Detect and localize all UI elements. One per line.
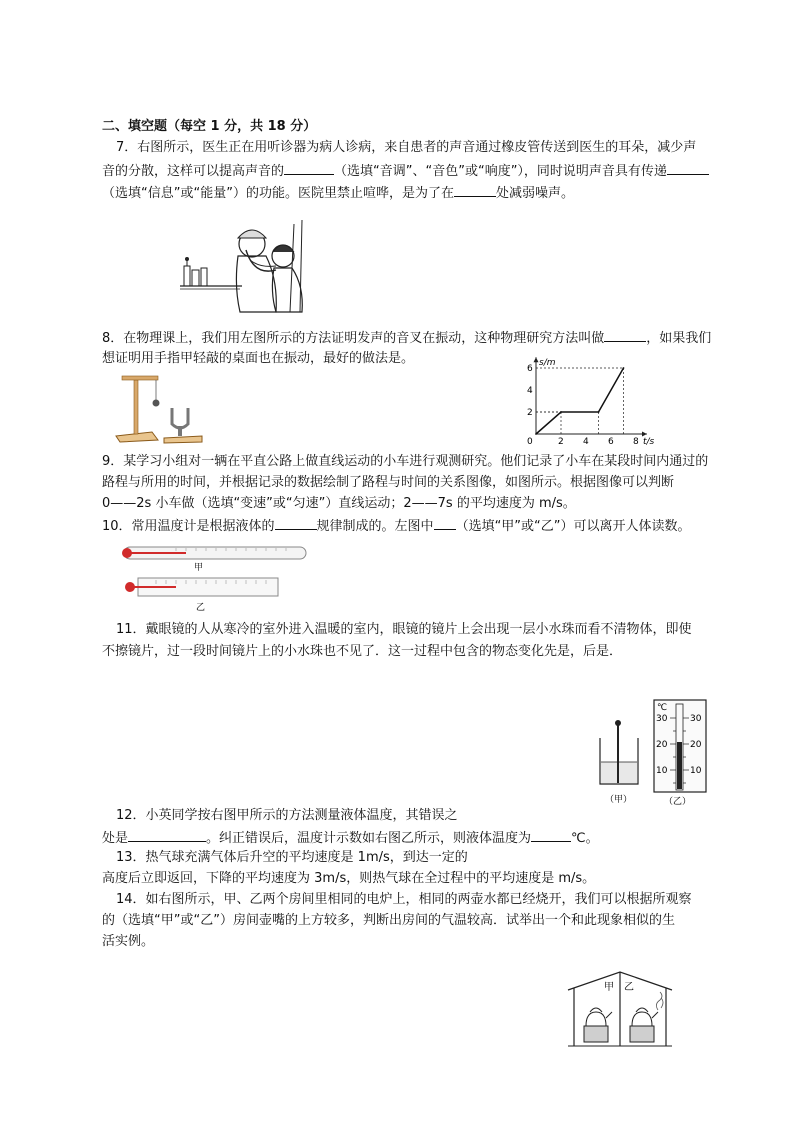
- x-tick-label: 6: [608, 437, 614, 446]
- tick-20-left: 20: [656, 740, 668, 750]
- tick-10-right: 10: [690, 766, 702, 776]
- q7-blank-3[interactable]: [454, 182, 496, 197]
- x-axis-arrow: [642, 432, 647, 437]
- doctor-stethoscope-figure: [180, 216, 312, 316]
- x-tick-label: 0: [527, 437, 533, 446]
- q12-blank-1[interactable]: [128, 827, 206, 842]
- tick-30-left: 30: [656, 714, 668, 724]
- y-axis-label: s/m: [539, 358, 556, 369]
- y-tick-label: 4: [527, 386, 533, 396]
- q9-line1: 9．某学习小组对一辆在平直公路上做直线运动的小车进行观测研究。他们记录了小车在某段时间内通过的: [102, 454, 709, 469]
- y-tick-label: 6: [527, 364, 533, 374]
- q13-line1: 13．热气球充满气体后升空的平均速度是 1m/s，到达一定的: [116, 850, 468, 865]
- q7-blank-1[interactable]: [284, 160, 334, 175]
- q11-line1: 11．戴眼镜的人从寒冷的室外进入温暖的室内，眼镜的镜片上会出现一层小水珠而看不清物体，即使: [116, 622, 692, 637]
- x-axis-label: t/s: [643, 437, 655, 446]
- data-point: [535, 433, 537, 435]
- q7-line1: 7．右图所示，医生正在用听诊器为病人诊病，来自患者的声音通过橡皮管传送到医生的耳朵，减少声: [116, 140, 697, 155]
- q8-line1: 8．在物理课上，我们用左图所示的方法证明发声的音叉在振动，这种物理研究方法叫做 ，如果我们: [102, 327, 711, 349]
- caption-jia: （甲）: [605, 795, 633, 805]
- q10-blank-1[interactable]: [275, 515, 317, 530]
- tick-30-right: 30: [690, 714, 702, 724]
- q7-blank-2[interactable]: [667, 160, 709, 175]
- s-t-graph: [516, 354, 686, 446]
- data-point: [623, 367, 625, 369]
- q8-blank-1[interactable]: [604, 327, 646, 342]
- q13-line2: 高度后立即返回，下降的平均速度为 3m/s，则热气球在全过程中的平均速度是 m/s。: [102, 871, 596, 886]
- q8-line2: 想证明用手指甲轻敲的桌面也在振动，最好的做法是。: [102, 351, 415, 366]
- two-rooms-kettle-figure: [564, 968, 676, 1050]
- tuning-fork-figure: [112, 370, 204, 444]
- label-jia: 甲: [194, 563, 204, 573]
- series-line: [536, 368, 624, 434]
- q9-line3: 0——2s 小车做（选填“变速”或“匀速”）直线运动；2——7s 的平均速度为 m/s。: [102, 496, 576, 511]
- beaker-thermometer-figure: [596, 716, 644, 806]
- q12-blank-2[interactable]: [531, 827, 571, 842]
- section-title: 二、填空题（每空 1 分，共 18 分）: [102, 119, 317, 134]
- thermometers-figure: [116, 540, 310, 614]
- chart-plot: [527, 357, 655, 446]
- q10-line1: 10．常用温度计是根据液体的 规律制成的。左图中 （选填“甲”或“乙”）可以离开人体读数。: [102, 515, 691, 537]
- unit-label: ℃: [657, 703, 668, 713]
- q11-line2: 不擦镜片，过一段时间镜片上的小水珠也不见了．这一过程中包含的物态变化先是，后是．: [102, 644, 623, 659]
- data-point: [598, 411, 600, 413]
- tick-20-right: 20: [690, 740, 702, 750]
- data-point: [560, 411, 562, 413]
- thermometer-scale-figure: [650, 698, 712, 808]
- x-tick-label: 2: [558, 437, 564, 446]
- x-tick-label: 4: [583, 437, 589, 446]
- y-axis-arrow: [534, 357, 539, 362]
- label-yi: 乙: [196, 603, 206, 613]
- caption-yi: （乙）: [664, 797, 692, 807]
- q7-line3: （选填“信息”或“能量”）的功能。医院里禁止喧哗，是为了在 处减弱噪声。: [102, 182, 574, 204]
- q10-blank-2[interactable]: [434, 515, 456, 530]
- room-label-jia: 甲: [604, 982, 614, 993]
- q7-line2: 音的分散，这样可以提高声音的 （选填“音调”、“音色”或“响度”），同时说明声音具有传递: [102, 160, 709, 182]
- y-tick-label: 2: [527, 408, 533, 418]
- room-label-yi: 乙: [624, 982, 634, 993]
- q12-line2: 处是 。纠正错误后，温度计示数如右图乙所示，则液体温度为 ℃。: [102, 827, 599, 849]
- q14-line2: 的（选填“甲”或“乙”）房间壶嘴的上方较多，判断出房间的气温较高．试举出一个和此现象相似的生: [102, 913, 675, 928]
- tick-10-left: 10: [656, 766, 668, 776]
- q14-line1: 14．如右图所示，甲、乙两个房间里相同的电炉上，相同的两壶水都已经烧开，我们可以根据所观察: [116, 892, 692, 907]
- x-tick-label: 8: [633, 437, 639, 446]
- q12-line1: 12．小英同学按右图甲所示的方法测量液体温度，其错误之: [116, 808, 458, 823]
- q9-line2: 路程与所用的时间，并根据记录的数据绘制了路程与时间的关系图像，如图所示。根据图像可以判断: [102, 475, 675, 490]
- q14-line3: 活实例。: [102, 934, 155, 949]
